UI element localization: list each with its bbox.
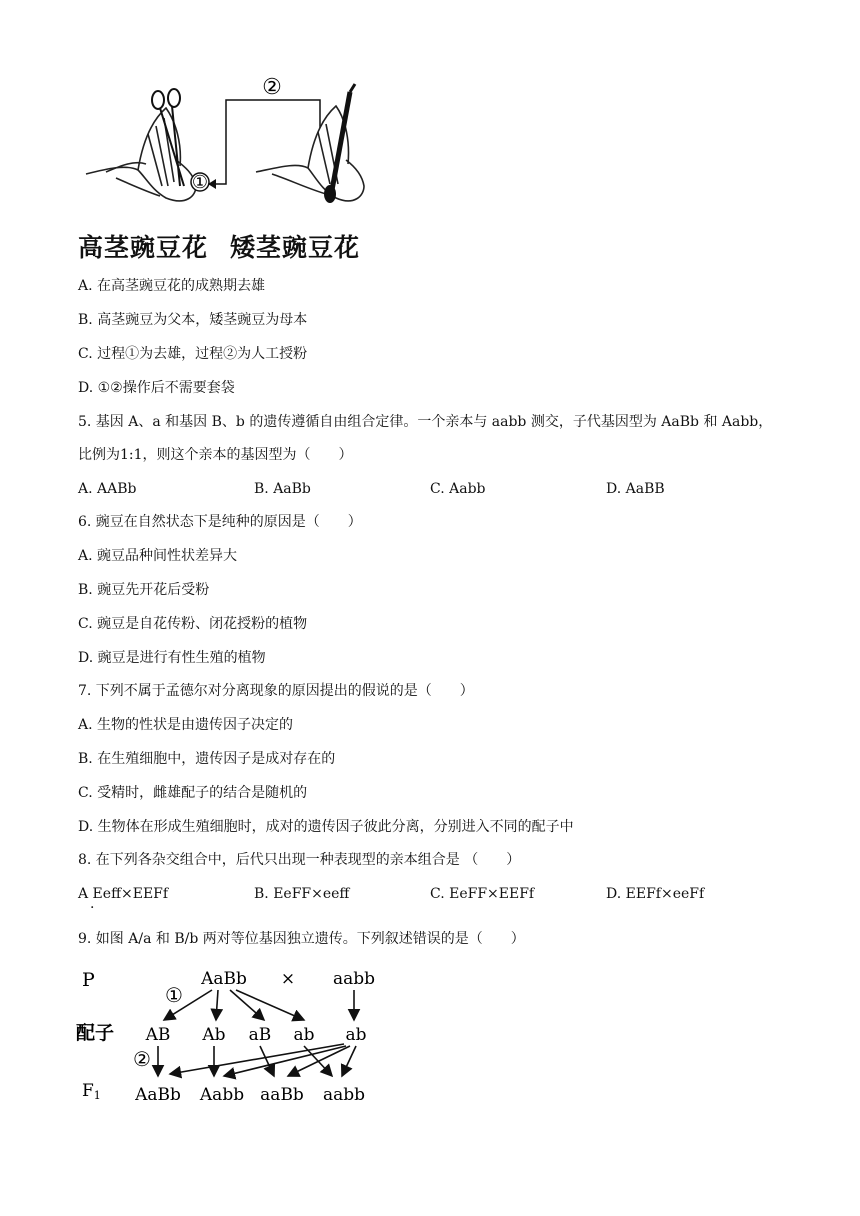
q5-option-c: C. Aabb [430,481,486,497]
q6-option-c: C. 豌豆是自花传粉、闭花授粉的植物 [78,616,308,632]
step2-marker: ② [262,75,282,100]
gamete-4: ab [293,1025,315,1045]
q8-option-b: B. EeFF×eeff [254,886,350,902]
q4-option-c: C. 过程①为去雄，过程②为人工授粉 [78,346,308,362]
figure-caption [78,228,360,264]
step1-marker: ① [191,172,209,193]
gamete-3: aB [248,1025,272,1045]
parent-aabb-hetero: AaBb [201,969,247,989]
q5-stem-line2: 比例为1:1，则这个亲本的基因型为（ ） [78,447,353,463]
caption-short-pea: 矮茎豌豆花 [230,233,361,262]
row-label-f1-subscript: 1 [93,1089,101,1102]
short-pea-flower-drawing [256,106,364,201]
q4-option-d: D. ①②操作后不需要套袋 [78,380,235,396]
q6-option-d: D. 豌豆是进行有性生殖的植物 [78,650,266,666]
q6-option-a: A. 豌豆品种间性状差异大 [78,548,238,564]
q7-stem: 7. 下列不属于孟德尔对分离现象的原因提出的假说的是（ ） [78,683,474,699]
row-label-p: P [82,969,95,991]
transfer-arrow [208,100,320,184]
step1-marker: ① [165,983,183,1007]
q6-stem: 6. 豌豆在自然状态下是纯种的原因是（ ） [78,514,362,530]
brush-icon [324,84,355,203]
scissors-icon [152,89,184,186]
gamete-5: ab [345,1025,367,1045]
offspring-2: Aabb [199,1085,245,1105]
caption-tall-pea: 高茎豌豆花 [78,233,209,262]
offspring-3: aaBb [260,1085,304,1105]
step2-marker: ② [133,1047,151,1071]
q8-option-a: A Eeff×EEFf [78,886,169,902]
parent-aabb-recessive: aabb [332,969,376,989]
option-dot: · [90,900,95,916]
genetic-cross-diagram [74,962,384,1112]
offspring-4: aabb [322,1085,366,1105]
gamete-2: Ab [202,1025,226,1045]
row-label-gametes: 配子 [76,1022,115,1044]
offspring-1: AaBb [135,1085,181,1105]
q5-option-d: D. AaBB [606,481,665,497]
q5-stem-line1: 5. 基因 A、a 和基因 B、b 的遗传遵循自由组合定律。一个亲本与 aabb 测交，子代基因型为 AaBb 和 Aabb， [78,414,773,430]
q4-option-b: B. 高茎豌豆为父本，矮茎豌豆为母本 [78,312,308,328]
q5-option-a: A. AABb [78,481,137,497]
q7-option-d: D. 生物体在形成生殖细胞时，成对的遗传因子彼此分离，分别进入不同的配子中 [78,819,574,835]
q9-stem: 9. 如图 A/a 和 B/b 两对等位基因独立遗传。下列叙述错误的是（ ） [78,931,525,947]
q8-option-d: D. EEFf×eeFf [606,886,705,902]
cross-symbol: × [280,969,296,989]
q5-option-b: B. AaBb [254,481,311,497]
q8-stem: 8. 在下列各杂交组合中，后代只出现一种表现型的亲本组合是 （ ） [78,852,521,868]
gamete-1: AB [145,1025,171,1045]
q4-option-a: A. 在高茎豌豆花的成熟期去雄 [78,278,266,294]
q7-option-c: C. 受精时，雌雄配子的结合是随机的 [78,785,308,801]
q6-option-b: B. 豌豆先开花后受粉 [78,582,210,598]
row-label-f1: F1 [82,1081,101,1102]
tall-pea-flower-drawing [86,108,196,201]
q7-option-a: A. 生物的性状是由遗传因子决定的 [78,717,294,733]
q8-option-c: C. EeFF×EEFf [430,886,535,902]
q7-option-b: B. 在生殖细胞中，遗传因子是成对存在的 [78,751,336,767]
